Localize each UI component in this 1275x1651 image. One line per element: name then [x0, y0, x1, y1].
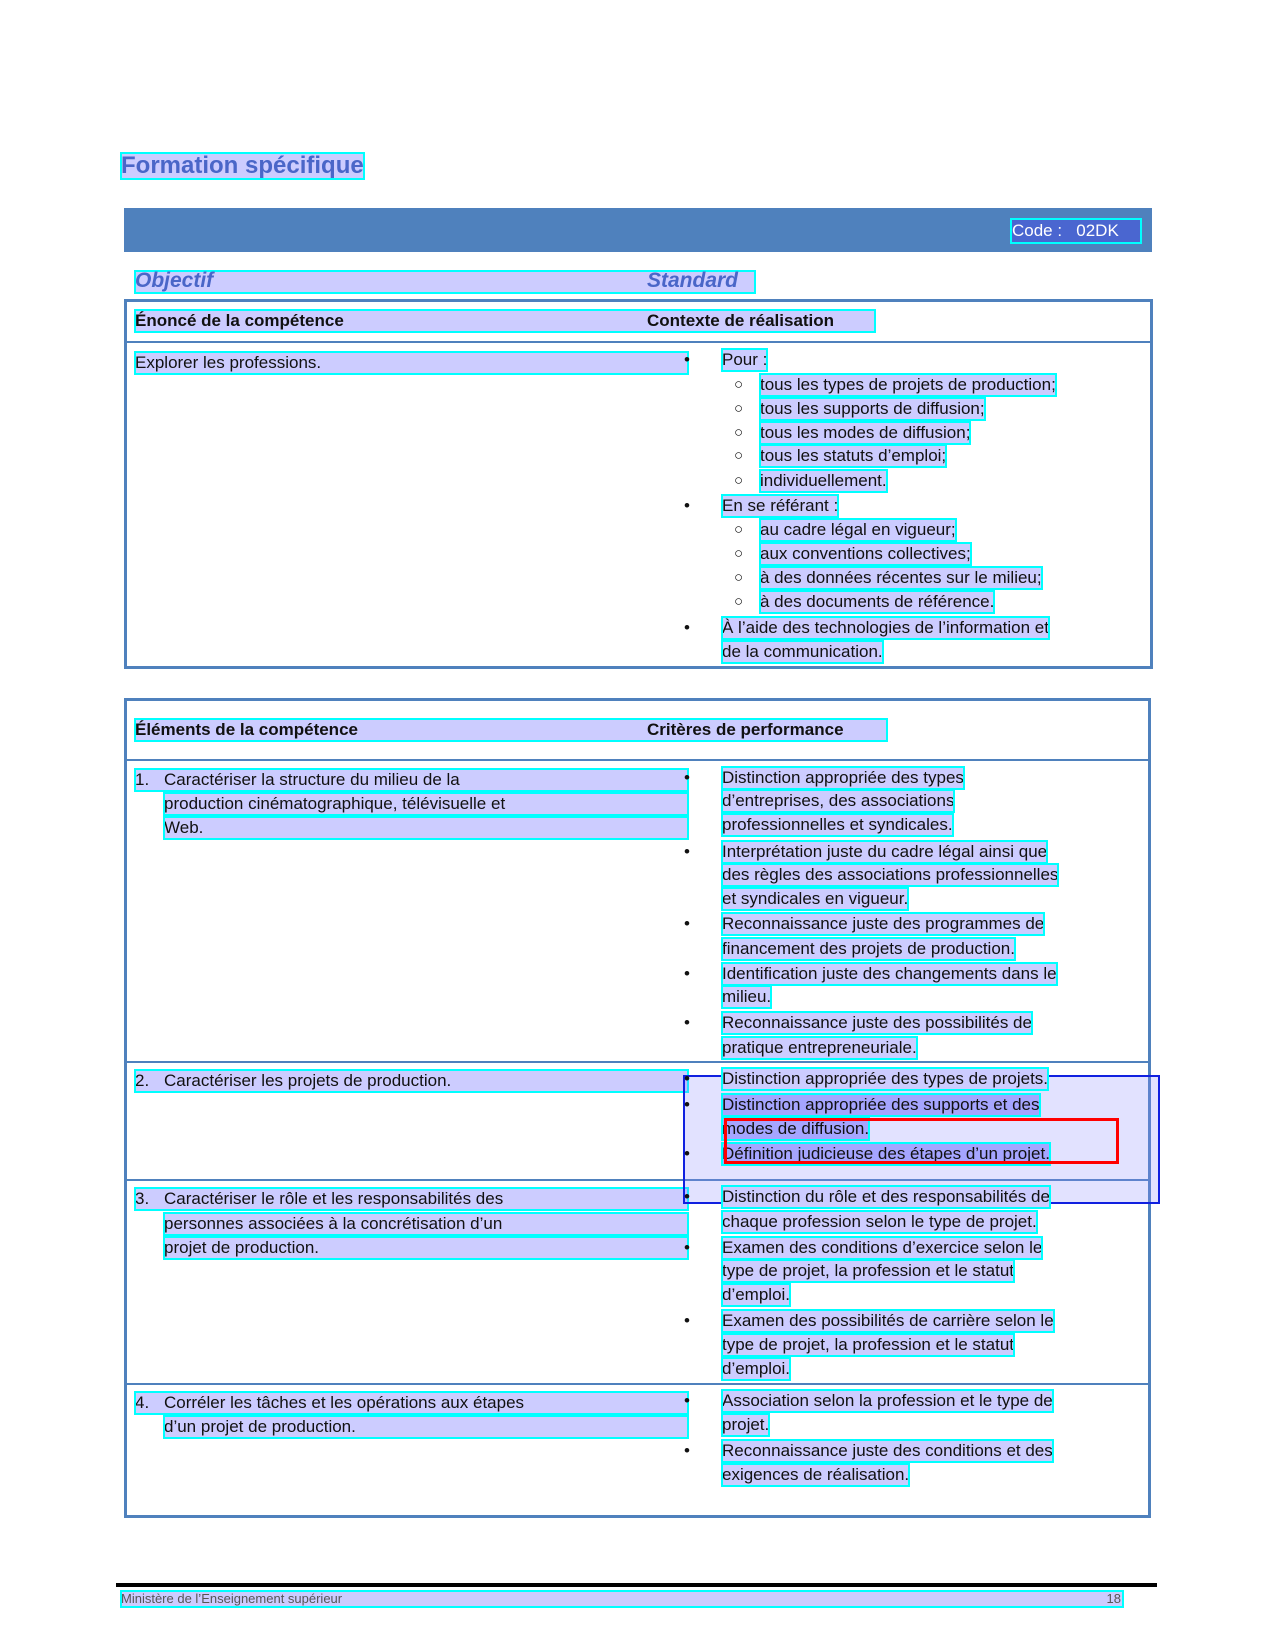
- criterion-line: exigences de réalisation.: [722, 1465, 910, 1484]
- criterion-line: milieu.: [722, 987, 772, 1006]
- row-divider: [124, 1061, 1151, 1063]
- context-subitem: à des données récentes sur le milieu;: [760, 568, 1042, 587]
- circle-bullet-icon: ○: [734, 424, 744, 441]
- element-number: 1.: [135, 770, 150, 789]
- criterion-line: Définition judicieuse des étapes d’un projet.: [722, 1144, 1050, 1163]
- element-text: Web.: [164, 817, 688, 839]
- context-subitem: à des documents de référence.: [760, 592, 995, 611]
- row-divider: [124, 1383, 1151, 1385]
- bullet-icon: •: [684, 1311, 690, 1330]
- criterion-line: projet.: [722, 1415, 770, 1434]
- element-text: Caractériser le rôle et les responsabilités des: [164, 1189, 504, 1208]
- element-text: Caractériser les projets de production.: [164, 1071, 452, 1090]
- criterion-line: Reconnaissance juste des possibilités de: [722, 1013, 1032, 1032]
- criterion-line: Distinction du rôle et des responsabilités de: [722, 1187, 1050, 1206]
- bullet-icon: •: [684, 1013, 690, 1032]
- bullet-icon: •: [684, 1441, 690, 1460]
- circle-bullet-icon: ○: [734, 521, 744, 538]
- criterion-line: type de projet, la profession et le statut: [722, 1261, 1015, 1280]
- element-number: 4.: [135, 1393, 150, 1412]
- context-item: À l’aide des technologies de l’information et: [722, 618, 1049, 637]
- element-item: [135, 1188, 688, 1210]
- element-text: Corréler les tâches et les opérations aux étapes: [164, 1393, 525, 1412]
- table-divider: [124, 759, 1151, 761]
- circle-bullet-icon: ○: [734, 545, 744, 562]
- competence-statement: Explorer les professions.: [135, 352, 688, 374]
- element-text: Caractériser la structure du milieu de la: [164, 770, 460, 789]
- criterion-line: Examen des possibilités de carrière selon le: [722, 1311, 1054, 1330]
- col-header-contexte: Contexte de réalisation: [647, 311, 835, 330]
- criterion-line: d’entreprises, des associations: [722, 791, 955, 810]
- element-item: [135, 1070, 688, 1092]
- circle-bullet-icon: ○: [734, 400, 744, 417]
- context-item: Pour :: [722, 350, 768, 369]
- bullet-icon: •: [684, 496, 690, 515]
- context-subitem: tous les statuts d’emploi;: [760, 446, 947, 465]
- target-highlight-box: [724, 1118, 1119, 1164]
- col-header-elements: Éléments de la compétence: [135, 720, 358, 739]
- circle-bullet-icon: ○: [734, 376, 744, 393]
- criterion-line: Examen des conditions d’exercice selon le: [722, 1238, 1043, 1257]
- context-subitem: tous les modes de diffusion;: [760, 423, 971, 442]
- circle-bullet-icon: ○: [734, 593, 744, 610]
- page-number: 18: [1106, 1591, 1121, 1606]
- criterion-line: professionnelles et syndicales.: [722, 815, 953, 834]
- criterion-line: Association selon la profession et le type de: [722, 1391, 1053, 1410]
- element-number: 2.: [135, 1071, 150, 1090]
- criterion-line: Interprétation juste du cadre légal ainsi que: [722, 842, 1048, 861]
- element-item: [135, 1392, 688, 1414]
- bullet-icon: •: [684, 1238, 690, 1257]
- circle-bullet-icon: ○: [734, 447, 744, 464]
- col-header-criteres: Critères de performance: [647, 720, 844, 739]
- bullet-icon: •: [684, 1187, 690, 1206]
- criterion-line: Distinction appropriée des supports et des: [722, 1095, 1040, 1114]
- objectif-label: Objectif: [135, 269, 214, 292]
- context-subitem: tous les types de projets de production;: [760, 375, 1056, 394]
- bullet-icon: •: [684, 1144, 690, 1163]
- circle-bullet-icon: ○: [734, 472, 744, 489]
- element-text: personnes associées à la concrétisation d’un: [164, 1213, 688, 1235]
- footer: [121, 1591, 1123, 1607]
- bullet-icon: •: [684, 1391, 690, 1410]
- context-subitem: au cadre légal en vigueur;: [760, 520, 956, 539]
- footer-ministry: Ministère de l’Enseignement supérieur: [121, 1591, 343, 1606]
- element-item: [135, 769, 688, 791]
- criterion-line: Identification juste des changements dans le: [722, 964, 1057, 983]
- bullet-icon: •: [684, 964, 690, 983]
- criterion-line: Reconnaissance juste des programmes de: [722, 914, 1045, 933]
- table1-header: [135, 310, 875, 332]
- context-subitem: aux conventions collectives;: [760, 544, 971, 563]
- bullet-icon: •: [684, 842, 690, 861]
- criterion-line: d’emploi.: [722, 1359, 791, 1378]
- table2-header: [135, 719, 887, 741]
- bullet-icon: •: [684, 350, 690, 369]
- section-title: Formation spécifique: [121, 152, 364, 179]
- criterion-line: chaque profession selon le type de projet.: [722, 1212, 1037, 1231]
- bullet-icon: •: [684, 1095, 690, 1114]
- criterion-line: Distinction appropriée des types: [722, 768, 964, 787]
- code-bar: [124, 208, 1152, 252]
- col-header-enonce: Énoncé de la compétence: [135, 311, 344, 330]
- criterion-line: Reconnaissance juste des conditions et des: [722, 1441, 1053, 1460]
- criterion-line: modes de diffusion.: [722, 1119, 870, 1138]
- circle-bullet-icon: ○: [734, 569, 744, 586]
- element-text: projet de production.: [164, 1237, 688, 1259]
- criterion-line: d’emploi.: [722, 1285, 791, 1304]
- code-label: Code : 02DK: [1012, 220, 1140, 242]
- criterion-line: et syndicales en vigueur.: [722, 889, 909, 908]
- criterion-line: type de projet, la profession et le statut: [722, 1335, 1015, 1354]
- criterion-line: pratique entrepreneuriale.: [722, 1038, 917, 1057]
- table-divider: [124, 341, 1153, 343]
- criterion-line: Distinction appropriée des types de projets.: [722, 1069, 1049, 1088]
- criterion-line: des règles des associations professionnelles: [722, 865, 1059, 884]
- criterion-line: financement des projets de production.: [722, 939, 1015, 958]
- standard-label: Standard: [647, 269, 739, 292]
- element-number: 3.: [135, 1189, 150, 1208]
- element-text: production cinématographique, télévisuelle et: [164, 793, 688, 815]
- footer-rule: [116, 1583, 1157, 1587]
- context-subitem: tous les supports de diffusion;: [760, 399, 985, 418]
- context-item: En se référant :: [722, 496, 839, 515]
- bullet-icon: •: [684, 914, 690, 933]
- bullet-icon: •: [684, 618, 690, 637]
- context-item: de la communication.: [722, 642, 883, 661]
- bullet-icon: •: [684, 768, 690, 787]
- context-subitem: individuellement.: [760, 471, 887, 490]
- element-text: d’un projet de production.: [164, 1416, 688, 1438]
- bullet-icon: •: [684, 1069, 690, 1088]
